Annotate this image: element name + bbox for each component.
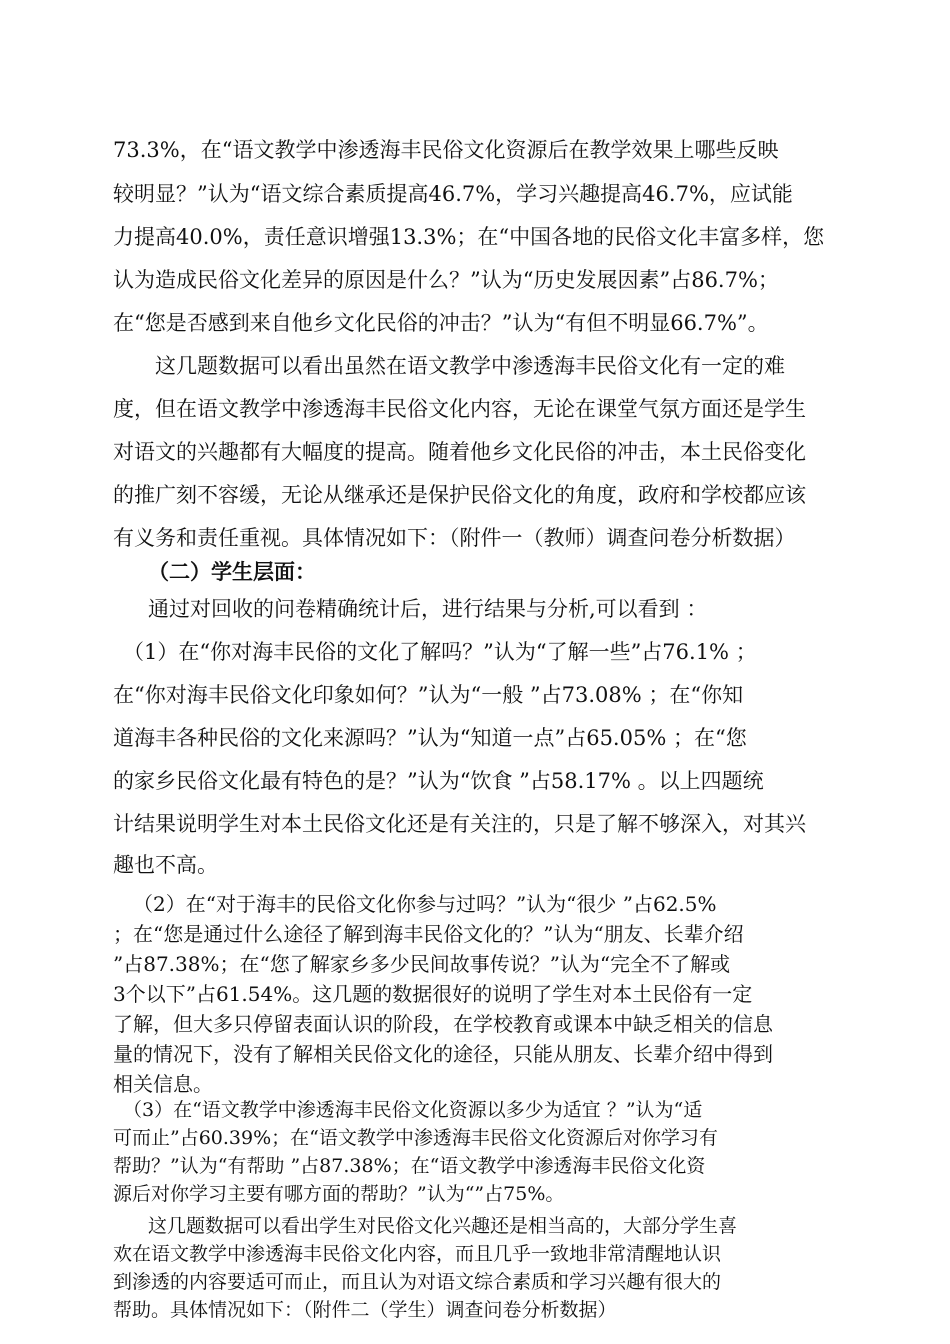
text-line: 较明显？”认为“语文综合素质提高46.7%，学习兴趣提高46.7%，应试能 <box>113 182 793 206</box>
text-line: 相关信息。 <box>113 1072 213 1096</box>
text-line: 的家乡民俗文化最有特色的是？”认为“饮食 ”占58.17% 。以上四题统 <box>113 769 764 793</box>
text-line: ；在“您是通过什么途径了解到海丰民俗文化的？”认为“朋友、长辈介绍 <box>113 922 744 946</box>
text-line: 了解，但大多只停留表面认识的阶段，在学校教育或课本中缺乏相关的信息 <box>113 1012 773 1036</box>
text-line: 欢在语文教学中渗透海丰民俗文化内容，而且几乎一致地非常清醒地认识 <box>113 1243 722 1265</box>
text-line: 帮助？”认为“有帮助 ”占87.38%；在“语文教学中渗透海丰民俗文化资 <box>113 1155 706 1177</box>
text-line: 量的情况下，没有了解相关民俗文化的途径，只能从朋友、长辈介绍中得到 <box>113 1042 773 1066</box>
text-line: 这几题数据可以看出学生对民俗文化兴趣还是相当高的，大部分学生喜 <box>148 1215 738 1237</box>
text-line: 73.3%，在“语文教学中渗透海丰民俗文化资源后在教学效果上哪些反映 <box>113 138 779 162</box>
text-line: （2）在“对于海丰的民俗文化你参与过吗？”认为“很少 ”占62.5% <box>133 892 717 916</box>
text-line: 认为造成民俗文化差异的原因是什么？”认为“历史发展因素”占86.7%； <box>113 268 779 292</box>
text-line: 的推广刻不容缓，无论从继承还是保护民俗文化的角度，政府和学校都应该 <box>113 483 806 507</box>
text-line: 对语文的兴趣都有大幅度的提高。随着他乡文化民俗的冲击，本土民俗变化 <box>113 440 806 464</box>
text-line: 力提高40.0%，责任意识增强13.3%；在“中国各地的民俗文化丰富多样，您 <box>113 225 825 249</box>
text-line: 度，但在语文教学中渗透海丰民俗文化内容，无论在课堂气氛方面还是学生 <box>113 397 806 421</box>
text-line: 可而止”占60.39%；在“语文教学中渗透海丰民俗文化资源后对你学习有 <box>113 1127 718 1149</box>
text-line: 在“你对海丰民俗文化印象如何？”认为“一般 ”占73.08% ；在“你知 <box>113 683 744 707</box>
section-heading: （二）学生层面： <box>148 559 316 584</box>
text-line: 计结果说明学生对本土民俗文化还是有关注的，只是了解不够深入，对其兴 <box>113 812 806 836</box>
text-line: 在“您是否感到来自他乡文化民俗的冲击？”认为“有但不明显66.7%”。 <box>113 311 769 335</box>
text-line: 趣也不高。 <box>113 853 218 877</box>
text-line: 通过对回收的问卷精确统计后，进行结果与分析,可以看到 ： <box>148 597 708 621</box>
text-line: 到渗透的内容要适可而止，而且认为对语文综合素质和学习兴趣有很大的 <box>113 1271 722 1293</box>
text-line: 帮助。具体情况如下：（附件二（学生）调查问卷分析数据） <box>113 1299 617 1321</box>
text-line: 3个以下”占61.54%。这几题的数据很好的说明了学生对本土民俗有一定 <box>113 982 753 1006</box>
text-line: （3）在“语文教学中渗透海丰民俗文化资源以多少为适宜 ？”认为“适 <box>123 1099 703 1121</box>
text-line: ”占87.38%；在“您了解家乡多少民间故事传说？”认为“完全不了解或 <box>113 952 731 976</box>
text-line: （1）在“你对海丰民俗的文化了解吗？”认为“了解一些”占76.1% ； <box>123 640 757 664</box>
text-line: 源后对你学习主要有哪方面的帮助？”认为“”占75%。 <box>113 1183 565 1205</box>
text-line: 有义务和责任重视。具体情况如下：（附件一（教师）调查问卷分析数据） <box>113 526 796 550</box>
text-line: 这几题数据可以看出虽然在语文教学中渗透海丰民俗文化有一定的难 <box>155 354 785 378</box>
text-line: 道海丰各种民俗的文化来源吗？”认为“知道一点”占65.05% ；在“您 <box>113 726 747 750</box>
